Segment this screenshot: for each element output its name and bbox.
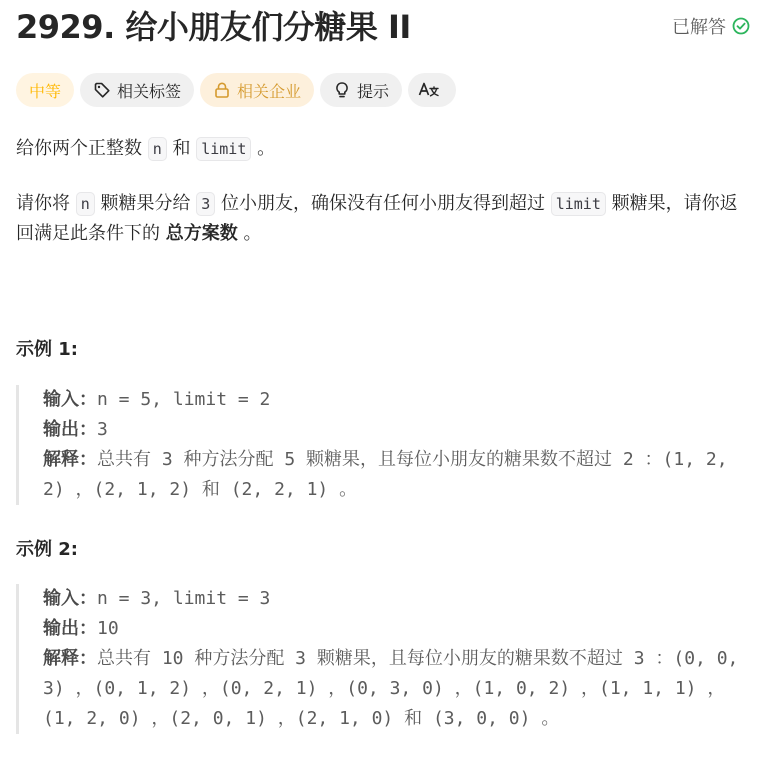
desc1-text-b: 和	[166, 138, 197, 159]
hint-label: 提示	[357, 81, 390, 101]
desc1-text-a: 给你两个正整数	[16, 138, 148, 159]
lock-icon	[213, 81, 231, 99]
example-2-explain: 总共有 10 种方法分配 3 颗糖果，且每位小朋友的糖果数不超过 3 ：(0, 0, 3) ，(0, 1, 2) ，(0, 2, 1) ，(0, 3, 0) ，(1, 0, 2) ，(1, 1, 1) ，(1, 2, 0) ，(2, 0, 1) ，(2, 1, 0) 和 (3, 0, 0) 。	[43, 648, 750, 729]
example-1-input: n = 5, limit = 2	[97, 389, 271, 410]
explain-label: 解释：	[43, 648, 97, 669]
output-label: 输出：	[43, 618, 97, 639]
desc2-text-e: 。	[237, 223, 262, 244]
example-2-output-line	[43, 614, 756, 644]
example-2-block	[16, 584, 756, 734]
desc2-text-c: 位小朋友，确保没有任何小朋友得到超过	[215, 193, 551, 214]
desc2-text-a: 请你将	[16, 193, 76, 214]
example-2-output: 10	[97, 618, 119, 639]
lightbulb-icon	[333, 81, 351, 99]
code-limit: limit	[196, 137, 251, 161]
example-1-output: 3	[97, 419, 108, 440]
example-2-input-line	[43, 584, 756, 614]
desc1-text-c: 。	[251, 138, 276, 159]
hint-button[interactable]	[320, 73, 402, 107]
desc2-bold-total: 总方案数	[165, 223, 238, 244]
input-label: 输入：	[43, 389, 97, 410]
desc2-text-d: 颗糖果，请你返回满足此条件下的	[16, 193, 738, 244]
solved-status-label: 已解答	[672, 17, 726, 38]
example-1-output-line	[43, 415, 756, 445]
related-tags-label: 相关标签	[117, 81, 182, 101]
translate-button[interactable]	[408, 73, 456, 107]
related-companies-label: 相关企业	[237, 81, 302, 101]
example-2-input: n = 3, limit = 3	[97, 588, 271, 609]
example-1-block	[16, 385, 756, 505]
translate-icon	[418, 81, 440, 99]
example-1-explain-line	[43, 445, 756, 505]
difficulty-tag[interactable]	[16, 73, 74, 107]
description-paragraph-2	[16, 189, 752, 249]
tag-bar	[16, 73, 456, 107]
description-paragraph-1	[16, 134, 752, 164]
example-2-explain-line	[43, 644, 756, 734]
output-label: 输出：	[43, 419, 97, 440]
explain-label: 解释：	[43, 449, 97, 470]
desc2-text-b: 颗糖果分给	[94, 193, 197, 214]
example-1-input-line	[43, 385, 756, 415]
example-1-title: 示例 1:	[16, 339, 78, 360]
problem-title: 2929. 给小朋友们分糖果 II	[16, 8, 411, 46]
check-circle-icon	[732, 17, 750, 35]
code-n: n	[148, 137, 167, 161]
code-n: n	[76, 192, 95, 216]
related-tags-button[interactable]	[80, 73, 194, 107]
code-limit: limit	[551, 192, 606, 216]
solved-status[interactable]	[672, 13, 750, 39]
related-companies-button[interactable]	[200, 73, 314, 107]
tag-icon	[93, 81, 111, 99]
input-label: 输入：	[43, 588, 97, 609]
example-1-explain: 总共有 3 种方法分配 5 颗糖果，且每位小朋友的糖果数不超过 2 ：(1, 2, 2) ，(2, 1, 2) 和 (2, 2, 1) 。	[43, 449, 739, 500]
example-2-title: 示例 2:	[16, 539, 78, 560]
code-3: 3	[196, 192, 215, 216]
difficulty-label: 中等	[29, 81, 62, 101]
